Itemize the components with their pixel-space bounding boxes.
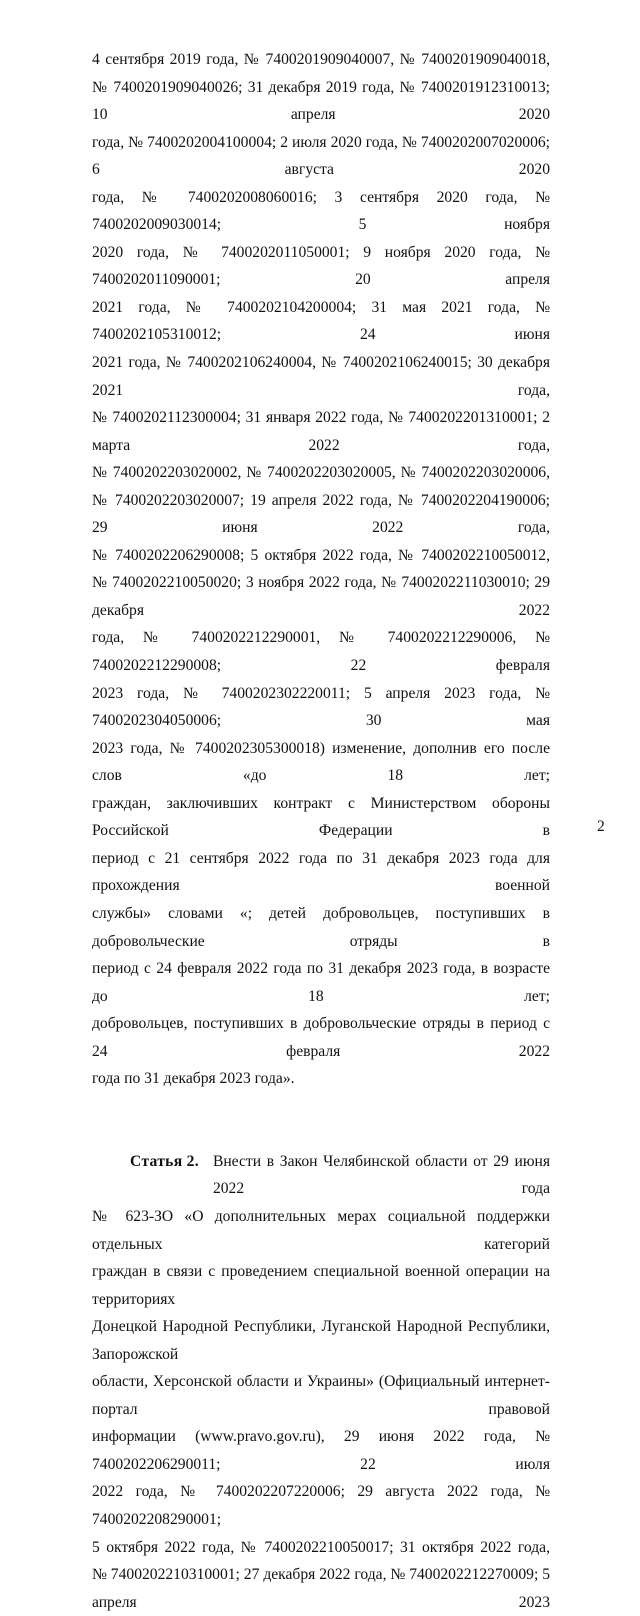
text-line: области, Херсонской области и Украины» (Официальный интернет-портал правовой bbox=[92, 1373, 550, 1418]
text-line: № 7400202206290008; 5 октября 2022 года, № 7400202210050012, bbox=[92, 546, 550, 564]
text-line: № 7400201909040026; 31 декабря 2019 года, № 7400201912310013; 10 апреля 2020 bbox=[92, 78, 550, 124]
text-line: 2021 года, № 7400202104200004; 31 мая 2021 года, № 7400202105310012; 24 июня bbox=[92, 298, 550, 344]
text-line: № 7400202112300004; 31 января 2022 года, № 7400202201310001; 2 марта 2022 года, bbox=[92, 409, 550, 454]
text-line: года, № 7400202212290001, № 7400202212290006, № 7400202212290008; 22 февраля bbox=[92, 629, 550, 675]
article-1-continuation bbox=[92, 46, 550, 1093]
text-line: № 623-ЗО «О дополнительных мерах социальной поддержки отдельных категорий bbox=[92, 1207, 550, 1253]
text-line: 2022 года, № 7400202207220006; 29 августа 2022 года, № 7400202208290001; bbox=[92, 1483, 550, 1528]
text-line: 2021 года, № 7400202106240004, № 7400202106240015; 30 декабря 2021 года, bbox=[92, 354, 550, 399]
document-page bbox=[92, 46, 550, 1616]
text-line: 4 сентября 2019 года, № 7400201909040007, № 7400201909040018, bbox=[92, 51, 550, 68]
text-line: информации (www.pravo.gov.ru), 29 июня 2022 года, № 7400202206290011; 22 июля bbox=[92, 1428, 550, 1473]
text-line: граждан, заключивших контракт с Министерством обороны Российской Федерации в bbox=[92, 794, 550, 840]
text-line: № 7400202203020002, № 7400202203020005, № 7400202203020006, bbox=[92, 464, 550, 482]
text-line: года, № 7400202004100004; 2 июля 2020 года, № 7400202007020006; 6 августа 2020 bbox=[92, 133, 550, 179]
text-line: период с 24 февраля 2022 года по 31 декабря 2023 года, в возрасте до 18 лет; bbox=[92, 960, 550, 1005]
text-line: года, № 7400202008060016; 3 сентября 2020 года, № 7400202009030014; 5 ноября bbox=[92, 188, 550, 234]
text-line: № 7400202203020007; 19 апреля 2022 года, № 7400202204190006; 29 июня 2022 года, bbox=[92, 491, 550, 537]
text-line: № 7400202210310001; 27 декабря 2022 года, № 7400202212270009; 5 апреля 2023 bbox=[92, 1566, 550, 1611]
text-line: 2023 года, № 7400202305300018) изменение, дополнив его после слов «до 18 лет; bbox=[92, 739, 550, 785]
text-line: № 7400202210050020; 3 ноября 2022 года, № 7400202211030010; 29 декабря 2022 bbox=[92, 574, 550, 619]
text-line: период с 21 сентября 2022 года по 31 декабря 2023 года для прохождения военной bbox=[92, 849, 550, 895]
page-number: 2 bbox=[597, 818, 605, 835]
text-line: граждан в связи с проведением специальной военной операции на территориях bbox=[92, 1263, 550, 1308]
text-line: Донецкой Народной Республики, Луганской Народной Республики, Запорожской bbox=[92, 1318, 550, 1363]
article-2-heading: Статья 2. bbox=[130, 1152, 199, 1170]
article-2-first-line bbox=[92, 1148, 550, 1203]
text-line: службы» словами «; детей добровольцев, поступивших в добровольческие отряды в bbox=[92, 904, 550, 950]
text-line: 2023 года, № 7400202302220011; 5 апреля 2023 года, № 7400202304050006; 30 мая bbox=[92, 684, 550, 730]
text-line: добровольцев, поступивших в добровольческие отряды в период с 24 февраля 2022 bbox=[92, 1015, 550, 1060]
text-line: года по 31 декабря 2023 года». bbox=[92, 1070, 295, 1088]
article-2-intro: Внести в Закон Челябинской области от 29 июня 2022 года bbox=[212, 1152, 550, 1198]
text-line: 2020 года, № 7400202011050001; 9 ноября 2020 года, № 7400202011090001; 20 апреля bbox=[92, 243, 550, 289]
text-line: 5 октября 2022 года, № 7400202210050017; 31 октября 2022 года, bbox=[92, 1538, 550, 1556]
article-2-body bbox=[92, 1203, 550, 1616]
